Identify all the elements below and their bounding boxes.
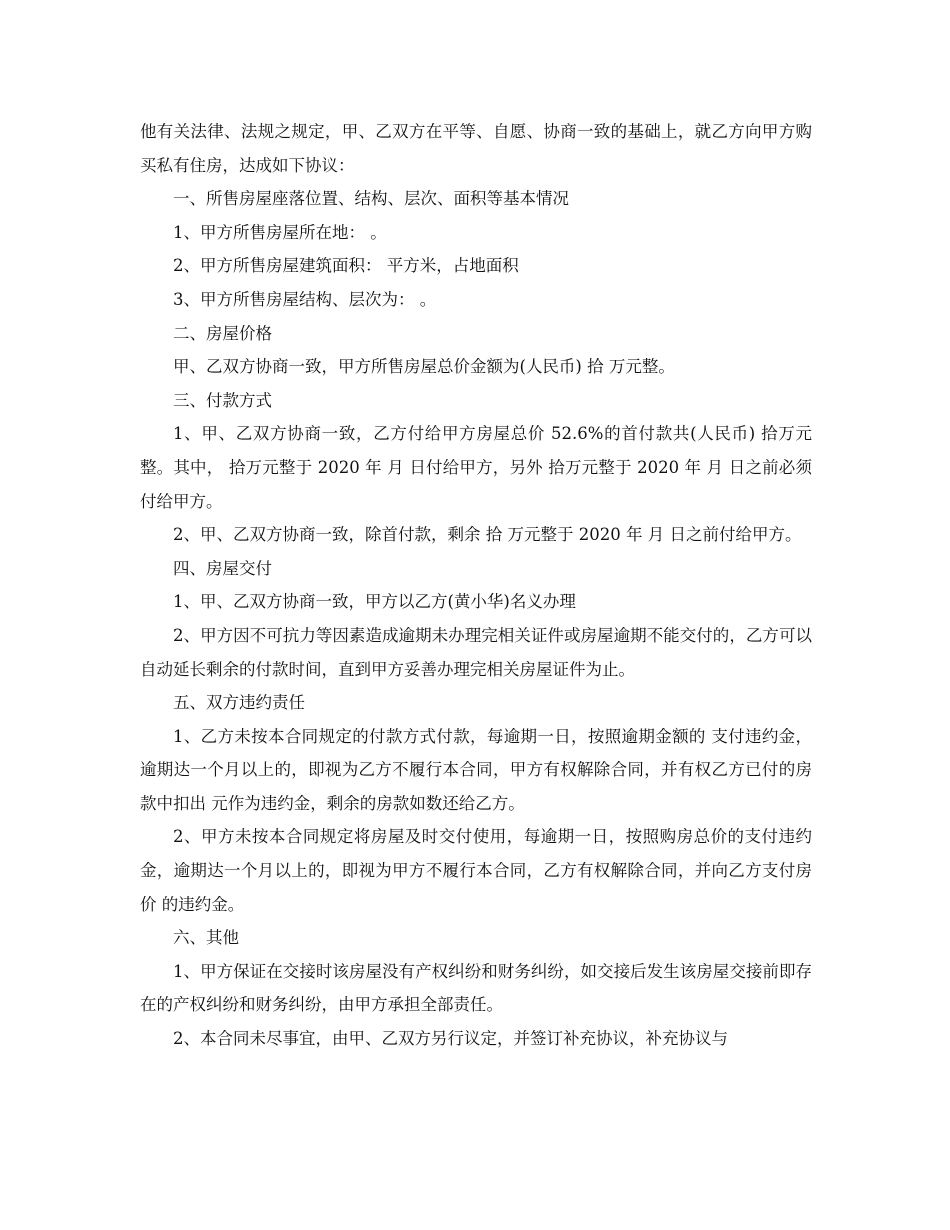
clause-2-price: 甲、乙双方协商一致，甲方所售房屋总价金额为(人民币) 拾 万元整。 [173,357,675,377]
heading-section-1: 一、所售房屋座落位置、结构、层次、面积等基本情况 [173,189,569,209]
clause-6-1: 1、甲方保证在交接时该房屋没有产权纠纷和财务纠纷，如交接后发生该房屋交接前即存在的产权纠纷和财务纠纷，由甲方承担全部责任。 [140,961,812,1015]
heading-section-2: 二、房屋价格 [173,323,272,343]
heading-section-4: 四、房屋交付 [173,558,272,578]
clause-1-1: 1、甲方所售房屋所在地： 。 [173,222,387,242]
paragraph-intro: 他有关法律、法规之规定，甲、乙双方在平等、自愿、协商一致的基础上，就乙方向甲方购买私有住房，达成如下协议： [140,122,812,175]
clause-5-2: 2、甲方未按本合同规定将房屋及时交付使用，每逾期一日，按照购房总价的支付违约金，逾期达一个月以上的，即视为甲方不履行本合同，乙方有权解除合同，并向乙方支付房价 的违约金。 [140,827,812,914]
document-body [140,115,812,1056]
clause-3-1: 1、甲、乙双方协商一致，乙方付给甲方房屋总价 52.6%的首付款共(人民币) 拾万元整。其中， 拾万元整于 2020 年 月 日付给甲方，另外 拾万元整于 2020 年 月 日之前必须付给甲方。 [140,424,812,511]
heading-section-3: 三、付款方式 [173,390,272,410]
heading-section-6: 六、其他 [173,928,239,948]
clause-5-1: 1、乙方未按本合同规定的付款方式付款，每逾期一日，按照逾期金额的 支付违约金，逾期达一个月以上的，即视为乙方不履行本合同，甲方有权解除合同，并有权乙方已付的房款中扣出 元作为违约金，剩余的房款如数还给乙方。 [140,726,812,813]
clause-4-2: 2、甲方因不可抗力等因素造成逾期未办理完相关证件或房屋逾期不能交付的，乙方可以自动延长剩余的付款时间，直到甲方妥善办理完相关房屋证件为止。 [140,625,812,679]
clause-1-3: 3、甲方所售房屋结构、层次为： 。 [173,289,437,309]
clause-3-2: 2、甲、乙双方协商一致，除首付款，剩余 拾 万元整于 2020 年 月 日之前付给甲方。 [173,525,802,545]
clause-6-2: 2、本合同未尽事宜，由甲、乙双方另行议定，并签订补充协议，补充协议与 [173,1029,728,1049]
clause-4-1: 1、甲、乙双方协商一致，甲方以乙方(黄小华)名义办理 [173,592,576,612]
heading-section-5: 五、双方违约责任 [173,693,305,713]
clause-1-2: 2、甲方所售房屋建筑面积： 平方米，占地面积 [173,256,519,276]
